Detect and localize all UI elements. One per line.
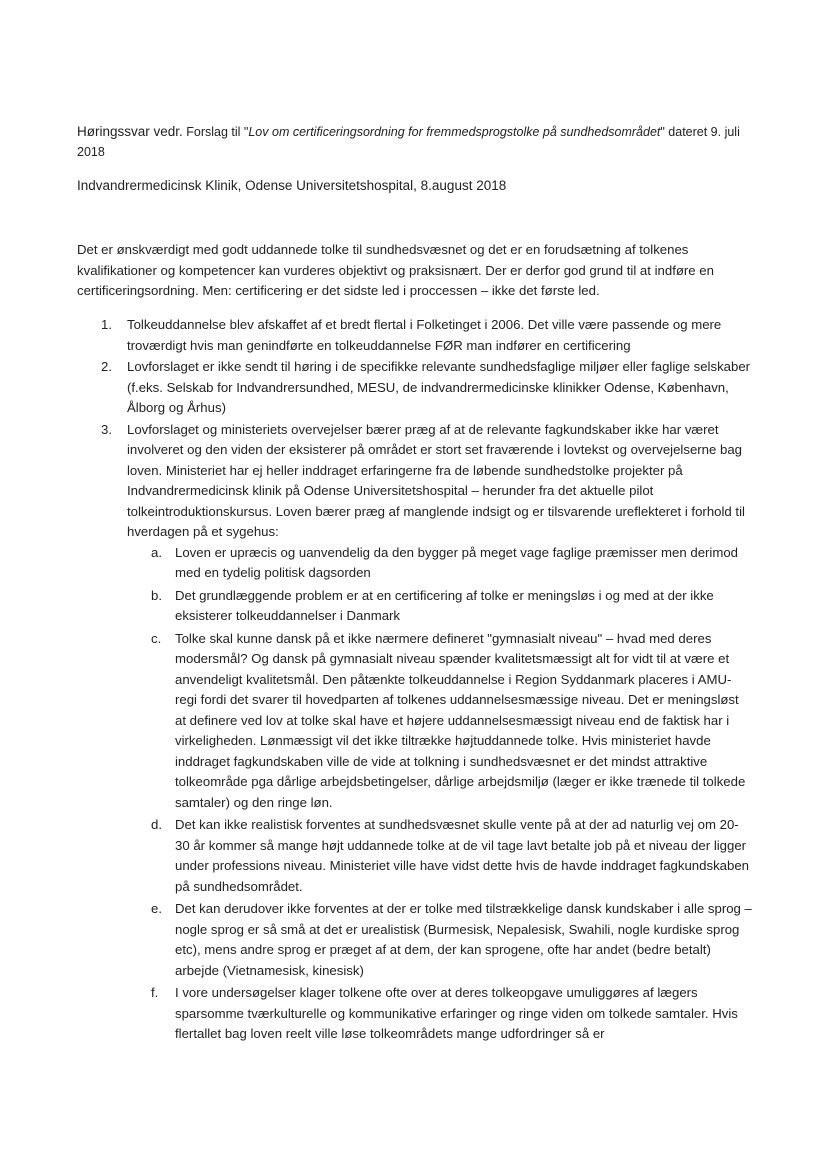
heading-lead: Høringssvar vedr. (77, 124, 183, 139)
subitem-text: Det kan ikke realistisk forventes at sundhedsvæsnet skulle vente på at der ad naturlig vej om 20-30 år kommer så mange højt uddannede tolke at de vil tage lavt betalte job på et niveau der ligger under professions niveau. Ministeriet ville have vidst dette hvis de havde inddraget fagkundskaben på sundhedsområdet. (175, 817, 750, 894)
sublist-item (127, 983, 753, 1045)
subitem-text: Tolke skal kunne dansk på et ikke nærmere defineret "gymnasialt niveau" – hvad med deres modersmål? Og dansk på gymnasialt niveau spænder kvalitetsmæssigt alt for vidt til at være et anvendeligt kvalitetsmål. Den påtænkte tolkeuddannelse i Region Syddanmark placeres i AMU-regi fordi det svarer til hovedparten af tolkenes uddannelsesmæssige niveau. Det er meningsløst at definere ved lov at tolke skal have et højere uddannelsesmæssigt niveau end de faktisk har i virkeligheden. Lønmæssigt vil det ikke tiltrække højtuddannede tolke. Hvis ministeriet havde inddraget fagkundskaben ville de vide at tolkning i sundhedsvæsnet er det mindst attraktive tolkeområde pga dårlige arbejdsbetingelser, dårlige arbejdsmiljø (læger er ikke trænede til tolkede samtaler) og den ringe løn. (175, 630, 746, 810)
list-item (77, 357, 753, 419)
item-number: 2. (101, 359, 112, 374)
intro-paragraph: Det er ønskværdigt med godt uddannede tolke til sundhedsvæsnet og det er en forudsætning af tolkenes kvalifikationer og kompetencer kan vurderes objektivt og praksisnært. Der er derfor god grund til at indføre en certificeringsordning. Men: certificering er det sidste led i proccessen – ikke det første led. (77, 242, 714, 298)
subitem-letter: a. (151, 544, 162, 560)
item-text: Lovforslaget er ikke sendt til høring i de specifikke relevante sundhedsfaglige miljøer eller faglige selskaber (f.eks. Selskab for Indvandrersundhed, MESU, de indvandrermedicinske klinikker Odense, København, Ålborg og Århus) (127, 359, 751, 415)
sublist-item (127, 815, 753, 897)
law-title: Lov om certificeringsordning for fremmedsprogstolke på sundhedsområdet (248, 125, 661, 139)
subitem-text: Det kan derudover ikke forventes at der er tolke med tilstrækkelige dansk kundskaber i alle sprog – nogle sprog er så små at det er urealistisk (Burmesisk, Nepalesisk, Swahili, nogle kurdiske sprog etc), mens andre sprog er præget af at dem, der kan sprogene, ofte har andet (bedre betalt) arbejde (Vietnamesisk, kinesisk) (175, 901, 752, 978)
list-item (77, 315, 753, 356)
item-number: 3. (101, 421, 112, 437)
item-number: 1. (101, 317, 112, 332)
subitem-letter: b. (151, 587, 162, 603)
list-item (77, 420, 753, 1045)
subitem-text: Loven er upræcis og uanvendelig da den bygger på meget vage faglige præmisser men derimod med en tydelig politisk dagsorden (175, 544, 738, 580)
numbered-list (77, 315, 753, 1047)
sublist-item (127, 586, 753, 627)
subitem-letter: e. (151, 901, 162, 916)
sublist-item (127, 543, 753, 584)
subitem-letter: c. (151, 630, 162, 646)
sender-line: Indvandrermedicinsk Klinik, Odense Universitetshospital, 8.august 2018 (77, 178, 507, 193)
subitem-letter: d. (151, 817, 162, 832)
item-text: Tolkeuddannelse blev afskaffet af et bredt flertal i Folketinget i 2006. Det ville være passende og mere troværdigt hvis man genindførte en tolkeuddannelse FØR man indfører en certificering (127, 317, 722, 353)
subitem-text: I vore undersøgelser klager tolkene ofte over at deres tolkeopgave umuliggøres af lægers sparsomme tværkulturelle og kommunikative erfaringer og ringe viden om tolkede samtaler. Hvis flertallet bag loven reelt ville løse tolkeområdets mange udfordringer så er (175, 985, 738, 1041)
heading-prefix: Forslag til " (186, 125, 249, 139)
item-text: Lovforslaget og ministeriets overvejelser bærer præg af at de relevante fagkundskaber ikke har været involveret og den viden der eksisterer på området er stort set fraværende i lovtekst og overvejelserne bag loven. Ministeriet har ej heller inddraget erfaringerne fra de løbende sundhedstolke projekter på Indvandrermedicinsk klinik på Odense Universitetshospital – herunder fra det aktuelle pilot tolkeintroduktionskursus. Loven bærer præg af manglende indsigt og er tilsvarende ureflekteret i forhold til hverdagen på et sygehus: (127, 421, 745, 539)
subitem-letter: f. (151, 985, 159, 1000)
subitem-text: Det grundlæggende problem er at en certificering af tolke er meningsløs i og med at der ikke eksisterer tolkeuddannelser i Danmark (175, 587, 714, 623)
sublist-item (127, 899, 753, 981)
lettered-sublist (127, 543, 753, 1045)
document-heading (77, 122, 757, 162)
sublist-item (127, 629, 753, 814)
heading-suffix: " dateret 9. juli 2018 (77, 125, 740, 159)
